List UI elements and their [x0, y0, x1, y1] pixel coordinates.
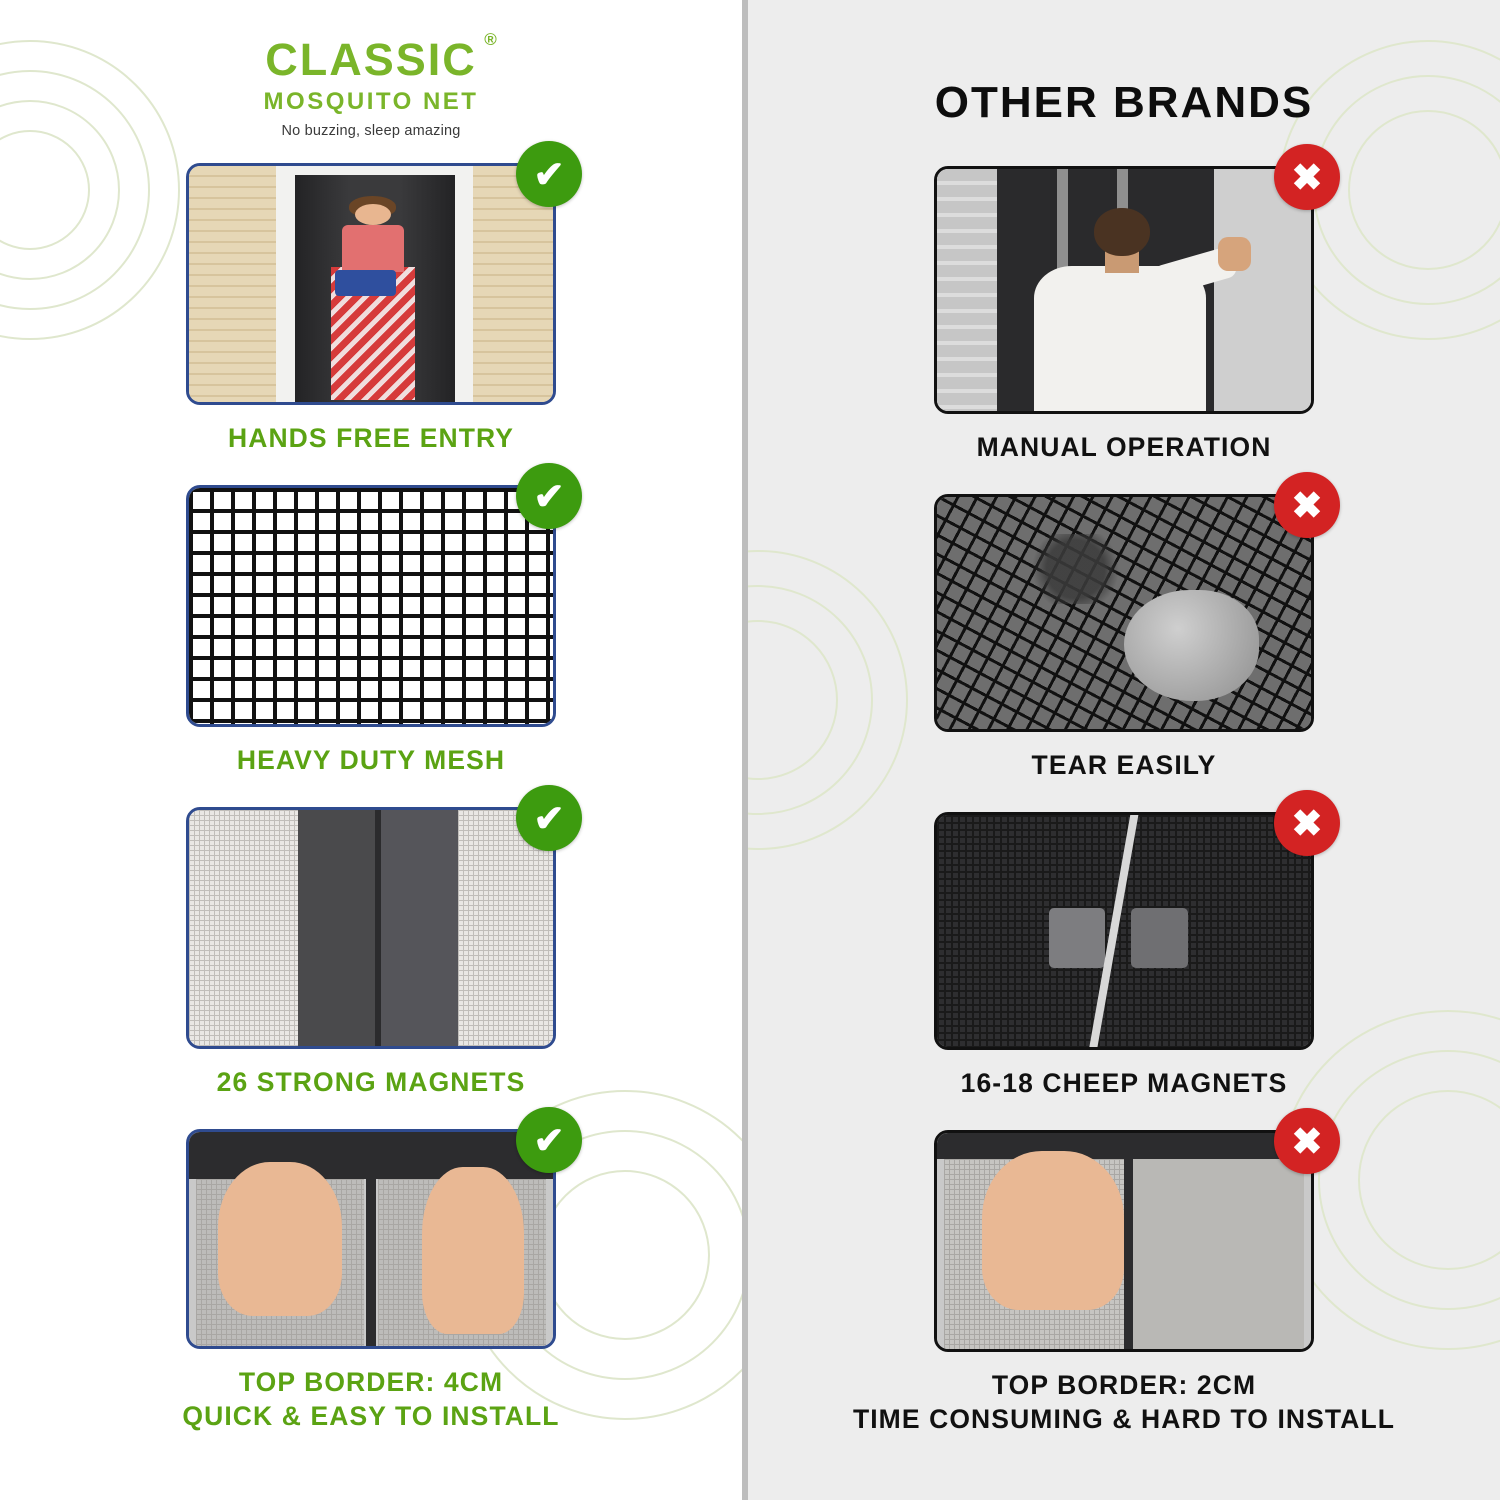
thumbnail-wrapper	[934, 156, 1323, 414]
drawback-caption	[853, 1369, 1395, 1435]
brand-name-text: CLASSIC	[265, 34, 477, 85]
doorway-magnetic-screen-photo	[186, 163, 556, 405]
brand-name	[265, 30, 499, 86]
thumbnail-wrapper	[186, 797, 565, 1049]
registered-mark: ®	[484, 30, 499, 49]
page-title: OTHER BRANDS	[934, 78, 1314, 127]
photo-illustration	[189, 488, 553, 724]
drawback-caption-line2: TIME CONSUMING & HARD TO INSTALL	[852, 1403, 1396, 1434]
feature-caption: HANDS FREE ENTRY	[227, 423, 515, 453]
thumbnail-wrapper	[934, 802, 1323, 1050]
brand-tagline: No buzzing, sleep amazing	[281, 123, 461, 139]
cross-icon: ✖	[1274, 790, 1340, 856]
feature-caption-line2: QUICK & EASY TO INSTALL	[182, 1400, 560, 1431]
feature-caption: HEAVY DUTY MESH	[236, 745, 506, 776]
check-icon: ✔	[516, 463, 582, 529]
cross-icon: ✖	[1274, 1108, 1340, 1174]
feature-caption-line1: TOP BORDER: 4CM	[238, 1367, 504, 1398]
check-icon: ✔	[516, 1107, 582, 1173]
photo-illustration	[937, 1133, 1311, 1349]
brand-header	[0, 0, 742, 139]
photo-illustration	[937, 815, 1311, 1047]
manual-operation-man-photo	[934, 166, 1314, 414]
thumbnail-wrapper	[186, 1119, 565, 1349]
drawback-item-cheap-magnets	[748, 802, 1500, 1100]
heavy-duty-mesh-closeup-photo	[186, 485, 556, 727]
thumbnail-wrapper	[186, 475, 565, 727]
feature-item-heavy-duty-mesh	[0, 475, 742, 777]
photo-illustration	[937, 497, 1311, 729]
feature-caption	[182, 1366, 559, 1432]
drawback-caption: TEAR EASILY	[1031, 750, 1217, 781]
cross-icon: ✖	[1274, 472, 1340, 538]
feature-item-top-border	[0, 1119, 742, 1432]
left-column-classic-brand	[0, 0, 742, 1500]
drawback-caption: MANUAL OPERATION	[976, 432, 1272, 462]
drawback-item-thin-top-border	[748, 1120, 1500, 1435]
drawback-caption: 16-18 CHEEP MAGNETS	[960, 1068, 1288, 1099]
drawback-item-tear-easily	[748, 484, 1500, 782]
right-drawback-list	[748, 156, 1500, 1436]
magnet-strip-closeup-photo	[186, 807, 556, 1049]
check-icon: ✔	[516, 141, 582, 207]
thumbnail-wrapper	[934, 484, 1323, 732]
right-column-other-brands	[748, 0, 1500, 1500]
photo-illustration	[189, 166, 553, 402]
torn-mesh-photo	[934, 494, 1314, 732]
cross-icon: ✖	[1274, 144, 1340, 210]
feature-item-hands-free-entry	[0, 153, 742, 455]
drawback-item-manual-operation	[748, 156, 1500, 464]
feature-item-strong-magnets	[0, 797, 742, 1099]
thin-top-border-hand-photo	[934, 1130, 1314, 1352]
brand-subtitle: MOSQUITO NET	[263, 88, 479, 115]
top-border-hands-photo	[186, 1129, 556, 1349]
photo-illustration	[189, 810, 553, 1046]
thumbnail-wrapper	[186, 153, 565, 405]
feature-caption: 26 STRONG MAGNETS	[216, 1067, 526, 1098]
thumbnail-wrapper	[934, 1120, 1323, 1352]
cheap-magnets-photo	[934, 812, 1314, 1050]
photo-illustration	[937, 169, 1311, 411]
left-feature-list	[0, 153, 742, 1433]
photo-illustration	[189, 1132, 553, 1346]
drawback-caption-line1: TOP BORDER: 2CM	[991, 1370, 1257, 1401]
check-icon: ✔	[516, 785, 582, 851]
